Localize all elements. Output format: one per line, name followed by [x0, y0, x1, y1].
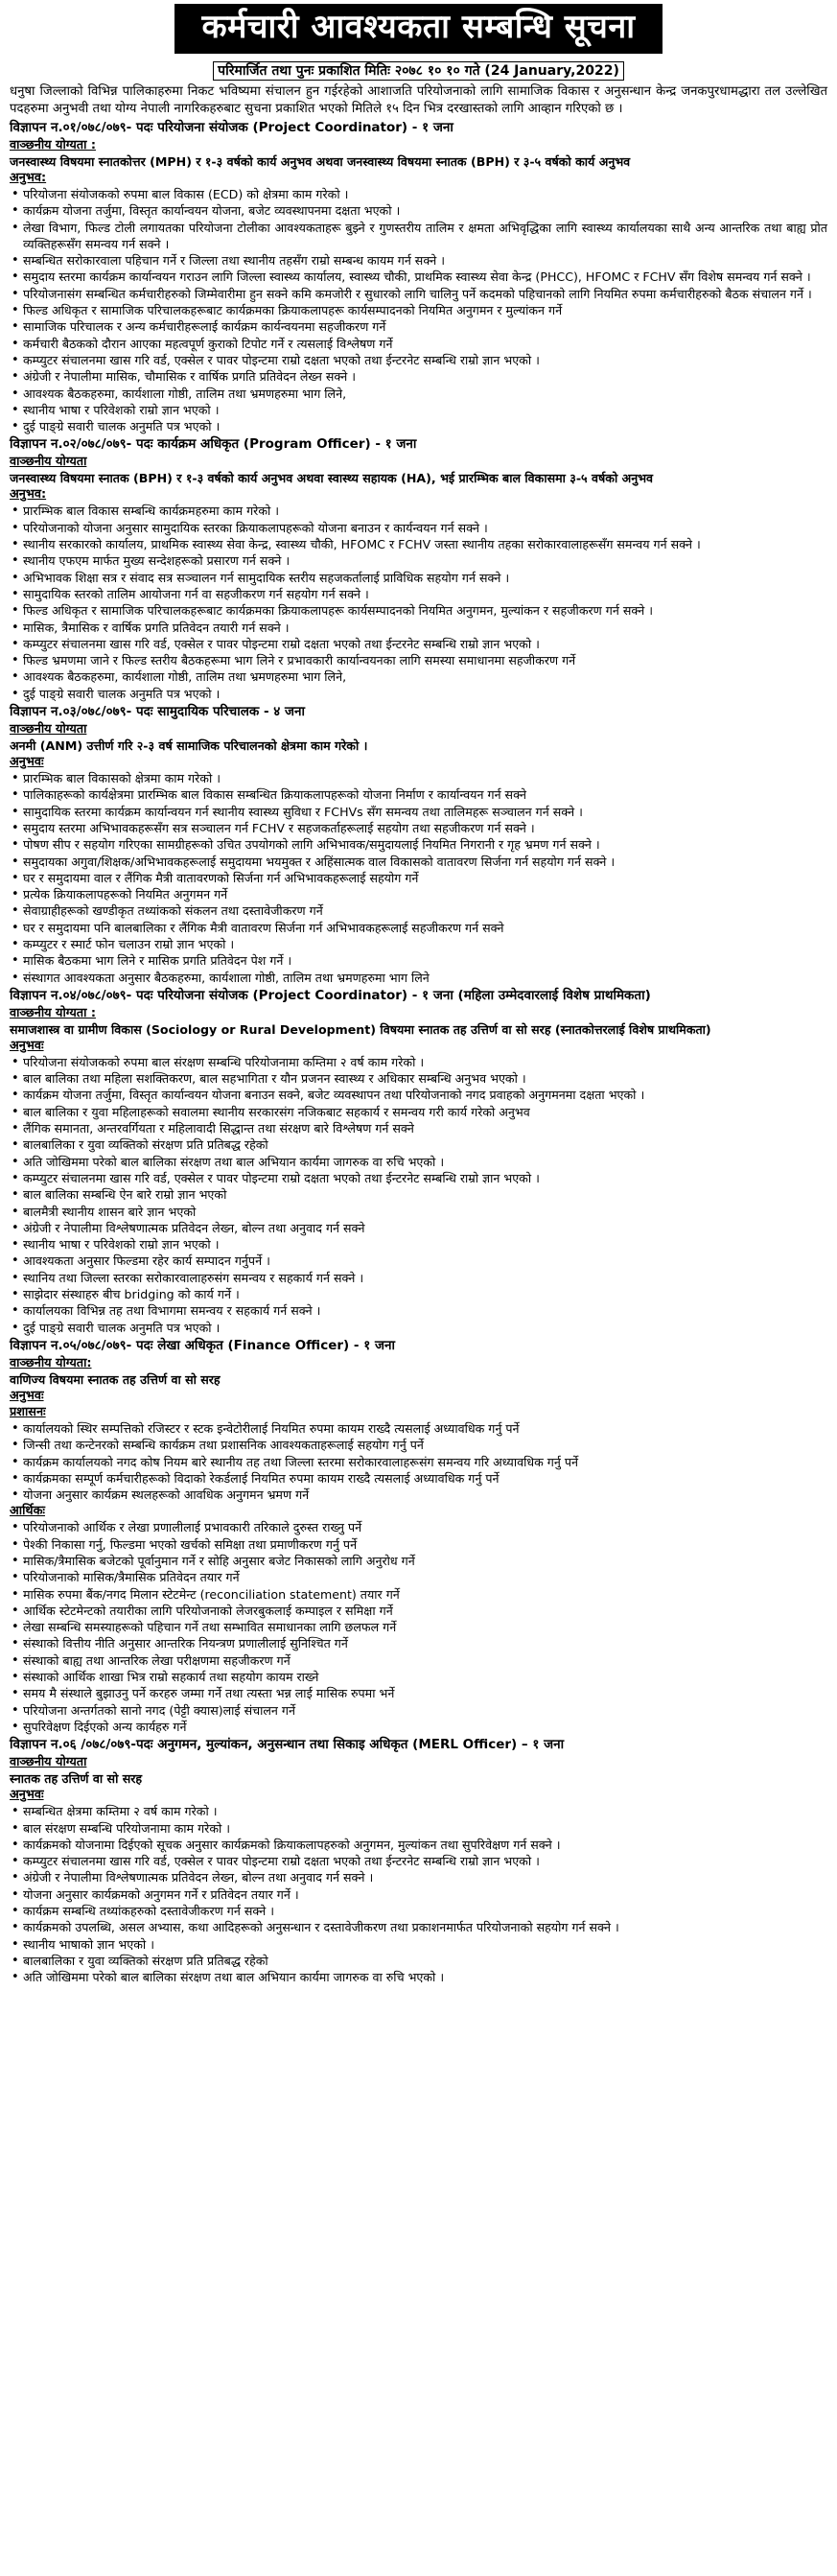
list-item: • समुदाय स्तरमा अभिभावकहरूसँग सत्र सञ्चालन गर्न FCHV र सहजकर्ताहरूलाई सहयोग तथा सहजीकरण गर्न सक्ने ।	[23, 820, 827, 836]
list-item: • समुदायका अगुवा/शिक्षक/अभिभावकहरूलाई समुदायमा भयमुक्त र अहिंसात्मक वाल विकासको वातावरण सिर्जना गर्न सहयोग गर्न सक्ने ।	[23, 854, 827, 870]
list-item: • स्थानीय भाषा र परिवेशको राम्रो ज्ञान भएको ।	[23, 402, 827, 418]
list-item: • लेखा विभाग, फिल्ड टोली लगायतका परियोजना टोलीका आवश्यकताहरू बुझ्ने र गुणस्तरीय तालिम र क्षमता अभिवृद्धिका लागि स्वास्थ्य कार्यालयका साथै अन्य आन्तरिक तथा बाह्य प्रोत व्यक्तिहरूसँग समन्वय गर्न सक्ने ।	[23, 220, 827, 253]
list-item: • कार्यक्रम कार्यालयको नगद कोष नियम बारे स्थानीय तह तथा जिल्ला स्तरमा सरोकारवालाहरूसंग समन्वय गरि अध्यावधिक गर्नु पर्ने	[23, 1454, 827, 1470]
advertisement-heading: विज्ञापन न.०४/०७८/०७९- पदः परियोजना संयोजक (Project Coordinator) - १ जना (महिला उम्मेदवारलाई विशेष प्राथमिकता)	[10, 987, 651, 1003]
list-item: • कम्प्युटर संचालनमा खास गरि वर्ड, एक्सेल र पावर पोइन्टमा राम्रो दक्षता भएको तथा ईन्टरनेट सम्बन्धि राम्रो ज्ञान भएको ।	[23, 352, 827, 368]
advertisement-block	[10, 435, 827, 702]
advertisement-block	[10, 1337, 827, 1735]
list-item: • कम्प्युटर संचालनमा खास गरि वर्ड, एक्सेल र पावर पोइन्टमा राम्रो दक्षता भएको तथा ईन्टरनेट सम्बन्धि राम्रो ज्ञान भएको ।	[23, 1853, 827, 1869]
qualification-label: वाञ्छनीय योग्यता	[10, 455, 87, 470]
section-label: अनुभव:	[10, 171, 47, 185]
bullet-list	[10, 770, 827, 986]
list-item: • पोषण सीप र सहयोग गरिएका सामग्रीहरूको उचित उपयोगको लागि अभिभावक/समुदायलाई नियमित निगरानी र गृह भ्रमण गर्न सक्ने ।	[23, 836, 827, 853]
list-item: • लेखा सम्बन्धि समस्याहरूको पहिचान गर्ने तथा सम्भावित समाधानका लागि छलफल गर्ने	[23, 1619, 827, 1635]
list-item: • मासिक बैठकमा भाग लिने र मासिक प्रगति प्रतिवेदन पेश गर्ने ।	[23, 952, 827, 969]
list-item: • कार्यक्रम सम्बन्धि तथ्यांकहरुको दस्तावेजीकरण गर्न सक्ने ।	[23, 1903, 827, 1919]
advertisement-heading: विज्ञापन न.०५/०७८/०७९- पदः लेखा अधिकृत (Finance Officer) - १ जना	[10, 1337, 395, 1353]
list-item: • मासिक, त्रैमासिक र वार्षिक प्रगति प्रतिवेदन तयारी गर्न सक्ने ।	[23, 620, 827, 636]
list-item: • अभिभावक शिक्षा सत्र र संवाद सत्र सञ्चालन गर्न सामुदायिक स्तरीय सहजकर्तालाई प्राविधिक सहयोग गर्न सक्ने ।	[23, 570, 827, 586]
section-label: अनुभवः	[10, 755, 44, 770]
list-item: • परियोजनाको योजना अनुसार सामुदायिक स्तरका क्रियाकलापहरूको योजना बनाउन र कार्यन्वयन गर्न सक्ने ।	[23, 520, 827, 536]
page-title: कर्मचारी आवश्यकता सम्बन्धि सूचना	[174, 4, 662, 54]
list-item: • योजना अनुसार कार्यक्रम स्थलहरूको आवधिक अनुगमन भ्रमण गर्ने	[23, 1487, 827, 1503]
list-item: • कार्यालयका विभिन्न तह तथा विभागमा समन्वय र सहकार्य गर्न सक्ने ।	[23, 1302, 827, 1319]
advertisement-list	[0, 119, 837, 1986]
advertisement-block	[10, 119, 827, 434]
list-item: • पालिकाहरूको कार्यक्षेत्रमा प्रारम्भिक बाल विकास सम्बन्धित क्रियाकलापहरूको योजना निर्माण र कार्यान्वयन गर्न सक्ने	[23, 786, 827, 803]
advertisement-block	[10, 703, 827, 986]
section-label: अनुभवः	[10, 1788, 44, 1803]
qualification-label: वाञ्छनीय योग्यता :	[10, 1005, 96, 1020]
bullet-list	[10, 1519, 827, 1735]
list-item: • सम्बन्धित सरोकारवाला पहिचान गर्ने र जिल्ला तथा स्थानीय तहसँग राम्रो सम्बन्ध कायम गर्न सक्ने ।	[23, 252, 827, 269]
list-item: • दुई पाङ्ग्रे सवारी चालक अनुमति पत्र भएको ।	[23, 418, 827, 434]
list-item: • स्थानीय भाषा र परिवेशको राम्रो ज्ञान भएको ।	[23, 1236, 827, 1253]
qualification-text: अनमी (ANM) उत्तीर्ण गरि २-३ वर्ष सामाजिक परिचालनको क्षेत्रमा काम गरेको ।	[10, 738, 368, 754]
list-item: • मासिक/त्रैमासिक बजेटको पूर्वानुमान गर्ने र सोहि अनुसार बजेट निकासको लागि अनुरोध गर्ने	[23, 1553, 827, 1569]
list-item: • अंग्रेजी र नेपालीमा मासिक, चौमासिक र वार्षिक प्रगति प्रतिवेदन लेख्न सक्ने ।	[23, 368, 827, 385]
advertisement-block	[10, 987, 827, 1336]
advertisement-heading: विज्ञापन न.०२/०७८/०७९- पदः कार्यक्रम अधिकृत (Program Officer) - १ जना	[10, 436, 417, 453]
list-item: • आवश्यक बैठकहरुमा, कार्यशाला गोष्ठी, तालिम तथा भ्रमणहरुमा भाग लिने,	[23, 386, 827, 402]
section-label: प्रशासनः	[10, 1404, 46, 1419]
list-item: • अति जोखिममा परेको बाल बालिका संरक्षण तथा बाल अभियान कार्यमा जागरुक वा रुचि भएको ।	[23, 1969, 827, 1985]
list-item: • कार्यक्रमको योजनामा दिईएको सूचक अनुसार कार्यक्रमको क्रियाकलापहरुको अनुगमन, मुल्यांकन तथा सुपरिवेक्षण गर्न सक्ने ।	[23, 1837, 827, 1853]
list-item: • बाल बालिका र युवा महिलाहरूको सवालमा स्थानीय सरकारसंग नजिकबाट सहकार्य र समन्वय गरी कार्य गरेको अनुभव	[23, 1104, 827, 1120]
list-item: • सुपरिवेक्षण दिईएको अन्य कार्यहरु गर्ने	[23, 1719, 827, 1735]
list-item: • कार्यक्रमका सम्पूर्ण कर्मचारीहरूको विदाको रेकर्डलाई नियमित रुपमा कायम राख्दै त्यसलाई अध्यावधिक गर्नु पर्ने	[23, 1470, 827, 1487]
list-item: • जिन्सी तथा कन्टेनरको सम्बन्धि कार्यक्रम तथा प्रशासनिक आवश्यकताहरूलाई सहयोग गर्नु पर्ने	[23, 1437, 827, 1453]
list-item: • आवश्यक बैठकहरुमा, कार्यशाला गोष्ठी, तालिम तथा भ्रमणहरुमा भाग लिने,	[23, 668, 827, 685]
list-item: • अंग्रेजी र नेपालीमा विश्लेषणात्मक प्रतिवेदन लेख्न, बोल्न तथा अनुवाद गर्न सक्ने ।	[23, 1869, 827, 1885]
list-item: • परियोजना संयोजकको रुपमा बाल संरक्षण सम्बन्धि परियोजनामा कम्तिमा २ वर्ष काम गरेको ।	[23, 1054, 827, 1070]
list-item: • बाल बालिका तथा महिला सशक्तिकरण, बाल सहभागिता र यौन प्रजनन स्वास्थ्य र अधिकार सम्बन्धि अनुभव भएको ।	[23, 1070, 827, 1087]
list-item: • सेवाग्राहीहरूको खण्डीकृत तथ्यांकको संकलन तथा दस्तावेजीकरण गर्ने	[23, 902, 827, 919]
qualification-label: वाञ्छनीय योग्यता :	[10, 138, 96, 152]
qualification-label: वाञ्छनीय योग्यता	[10, 1755, 87, 1770]
list-item: • पेश्की निकासा गर्नु, फिल्डमा भएको खर्चको समिक्षा तथा प्रमाणीकरण गर्नु पर्ने	[23, 1536, 827, 1553]
list-item: • संस्थाको आर्थिक शाखा भित्र राम्रो सहकार्य तथा सहयोग कायम राख्ने	[23, 1669, 827, 1685]
list-item: • प्रत्येक क्रियाकलापहरूको नियमित अनुगमन गर्ने	[23, 886, 827, 902]
bullet-list	[10, 503, 827, 702]
list-item: • परियोजनाको आर्थिक र लेखा प्रणालीलाई प्रभावकारी तरिकाले दुरुस्त राख्नु पर्ने	[23, 1519, 827, 1535]
revised-date-line	[0, 61, 837, 81]
list-item: • स्थानिय तथा जिल्ला स्तरका सरोकारवालाहरुसंग समन्वय र सहकार्य गर्न सक्ने ।	[23, 1270, 827, 1286]
list-item: • परियोजनासंग सम्बन्धित कर्मचारीहरुको जिम्मेवारीमा हुन सक्ने कमि कमजोरी र सुधारको लागि चालिनु पर्ने कदमको पहिचानको लागि नियमित रुपमा कर्मचारीहरुको बैठक संचालन गर्ने ।	[23, 286, 827, 302]
list-item: • संस्थाको वित्तीय नीति अनुसार आन्तरिक नियन्त्रण प्रणालीलाई सुनिश्चित गर्ने	[23, 1635, 827, 1651]
list-item: • साझेदार संस्थाहरु बीच bridging को कार्य गर्ने ।	[23, 1286, 827, 1302]
list-item: • कम्प्युटर र स्मार्ट फोन चलाउन राम्रो ज्ञान भएको ।	[23, 936, 827, 952]
section-label: अनुभवः	[10, 1388, 44, 1403]
bullet-list	[10, 1054, 827, 1336]
list-item: • आवश्यकता अनुसार फिल्डमा रहेर कार्य सम्पादन गर्नुपर्ने ।	[23, 1253, 827, 1269]
revised-date: परिमार्जित तथा पुनः प्रकाशित मितिः २०७८ १० १० गते (24 January,2022)	[213, 61, 624, 81]
list-item: • समय मै संस्थाले बुझाउनु पर्ने करहरु जम्मा गर्ने तथा त्यस्ता भन्न लाई मासिक रुपमा भर्ने	[23, 1685, 827, 1701]
list-item: • सामाजिक परिचालक र अन्य कर्मचारीहरूलाई कार्यक्रम कार्यन्वयनमा सहजीकरण गर्ने	[23, 318, 827, 335]
list-item: • प्रारम्भिक बाल विकास सम्बन्धि कार्यक्रमहरुमा काम गरेको ।	[23, 503, 827, 519]
bullet-list	[10, 1420, 827, 1503]
list-item: • अति जोखिममा परेको बाल बालिका संरक्षण तथा बाल अभियान कार्यमा जागरुक वा रुचि भएको ।	[23, 1154, 827, 1170]
list-item: • कम्प्युटर संचालनमा खास गरि वर्ड, एक्सेल र पावर पोइन्टमा राम्रो दक्षता भएको तथा ईन्टरनेट सम्बन्धि राम्रो ज्ञान भएको ।	[23, 1170, 827, 1186]
advertisement-block	[10, 1736, 827, 1985]
qualification-text: समाजशास्त्र वा ग्रामीण विकास (Sociology or Rural Development) विषयमा स्नातक तह उत्तिर्ण वा सो सरह (स्नातकोत्तरलाई विशेष प्राथमिकता)	[10, 1021, 711, 1037]
list-item: • कार्यक्रमको उपलब्धि, असल अभ्यास, कथा आदिहरूको अनुसन्धान र दस्तावेजीकरण तथा प्रकाशनमार्फत परियोजनाको सहयोग गर्न सक्ने ।	[23, 1919, 827, 1935]
list-item: • लैंगिक समानता, अन्तरवर्गियता र महिलावादी सिद्धान्त तथा संरक्षण बारे विश्लेषण गर्न सक्ने	[23, 1120, 827, 1136]
list-item: • योजना अनुसार कार्यक्रमको अनुगमन गर्ने र प्रतिवेदन तयार गर्ने ।	[23, 1886, 827, 1903]
list-item: • कार्यक्रम योजना तर्जुमा, विस्तृत कार्यान्वयन योजना बनाउन सक्ने, बजेट व्यवस्थापन तथा परियोजनाको नगद प्रवाहको अनुगमनमा दक्षता भएको ।	[23, 1087, 827, 1103]
qualification-text: स्नातक तह उत्तिर्ण वा सो सरह	[10, 1771, 143, 1787]
list-item: • प्रारम्भिक बाल विकासको क्षेत्रमा काम गरेको ।	[23, 770, 827, 786]
list-item: • घर र समुदायमा वाल र लैंगिक मैत्री वातावरणको सिर्जना गर्न अभिभावकहरूलाई सहयोग गर्ने	[23, 870, 827, 886]
qualification-label: वाञ्छनीय योग्यता:	[10, 1355, 92, 1370]
qualification-text: जनस्वास्थ्य विषयमा स्नातक (BPH) र १-३ वर्षको कार्य अनुभव अथवा स्वास्थ्य सहायक (HA), भई प्रारम्भिक बाल विकासमा ३-५ वर्षको अनुभव	[10, 471, 654, 486]
list-item: • सम्बन्धित क्षेत्रमा कम्तिमा २ वर्ष काम गरेको ।	[23, 1803, 827, 1819]
qualification-label: वाञ्छनीय योग्यता	[10, 722, 87, 738]
list-item: • स्थानीय सरकारको कार्यालय, प्राथमिक स्वास्थ्य सेवा केन्द्र, स्वास्थ्य चौकी, HFOMC र FCHV जस्ता स्थानीय तहका सरोकारवालाहरूसँग समन्वय गर्न सक्ने ।	[23, 536, 827, 552]
advertisement-heading: विज्ञापन न.०६ /०७८/०७९-पदः अनुगमन, मुल्यांकन, अनुसन्धान तथा सिकाइ अधिकृत (MERL Officer) – १ जना	[10, 1737, 565, 1753]
list-item: • दुई पाङ्ग्रे सवारी चालक अनुमति पत्र भएको ।	[23, 1320, 827, 1336]
list-item: • बालमैत्री स्थानीय शासन बारे ज्ञान भएको	[23, 1204, 827, 1220]
list-item: • फिल्ड अधिकृत र सामाजिक परिचालकहरूबाट कार्यक्रमका क्रियाकलापहरू कार्यसम्पादनको नियमित अनुगमन र मुल्यांकन गर्ने	[23, 302, 827, 318]
list-item: • बालबालिका र युवा व्यक्तिको संरक्षण प्रति प्रतिबद्ध रहेको	[23, 1136, 827, 1153]
list-item: • बालबालिका र युवा व्यक्तिको संरक्षण प्रति प्रतिबद्ध रहेको	[23, 1953, 827, 1969]
list-item: • आर्थिक स्टेटमेन्टको तयारीका लागि परियोजनाको लेजरबुकलाई कम्पाइल र समिक्षा गर्ने	[23, 1603, 827, 1619]
list-item: • कम्प्युटर संचालनमा खास गरि वर्ड, एक्सेल र पावर पोइन्टमा राम्रो दक्षता भएको तथा ईन्टरनेट सम्बन्धि राम्रो ज्ञान भएको ।	[23, 636, 827, 652]
list-item: • दुई पाङ्ग्रे सवारी चालक अनुमति पत्र भएको ।	[23, 686, 827, 702]
list-item: • परियोजनाको मासिक/त्रैमासिक प्रतिवेदन तयार गर्ने	[23, 1569, 827, 1585]
list-item: • घर र समुदायमा पनि बालबालिका र लैंगिक मैत्री वातावरण सिर्जना गर्न अभिभावकहरूलाई सहजीकरण गर्न सक्ने	[23, 920, 827, 936]
qualification-text: वाणिज्य विषयमा स्नातक तह उत्तिर्ण वा सो सरह	[10, 1371, 221, 1387]
list-item: • फिल्ड भ्रमणमा जाने र फिल्ड स्तरीय बैठकहरूमा भाग लिने र प्रभावकारी कार्यान्वयनका लागि समस्या समाधानमा सहजीकरण गर्ने	[23, 652, 827, 668]
bullet-list	[10, 186, 827, 434]
section-label: अनुभव:	[10, 487, 47, 503]
list-item: • बाल संरक्षण सम्बन्धि परियोजनामा काम गरेको ।	[23, 1820, 827, 1837]
advertisement-heading: विज्ञापन न.०३/०७८/०७९- पदः सामुदायिक परिचालक - ४ जना	[10, 704, 305, 720]
list-item: • मासिक रुपमा बैंक/नगद मिलान स्टेटमेन्ट (reconciliation statement) तयार गर्ने	[23, 1586, 827, 1603]
intro-paragraph: धनुषा जिल्लाको विभिन्न पालिकाहरुमा निकट भविष्यमा संचालन हुन गईरहेको आशाजति परियोजनाको लागि सामाजिक विकास र अनुसन्धान केन्द्र जनकपुरधामद्धारा तल उल्लेखित पदहरुमा अनुभवी तथा योग्य नेपाली नागरिकहरुबाट सुचना प्रकाशित भएको मितिले १५ दिन भित्र दरखास्तको लागि आव्हान गरिएको छ ।	[10, 84, 827, 116]
list-item: • स्थानीय एफएम मार्फत मुख्य सन्देशहरूको प्रसारण गर्न सक्ने ।	[23, 552, 827, 569]
list-item: • कर्मचारी बैठकको दौरान आएका महत्वपूर्ण कुराको टिपोट गर्ने र त्यसलाई विश्लेषण गर्ने	[23, 336, 827, 352]
list-item: • फिल्ड अधिकृत र सामाजिक परिचालकहरूबाट कार्यक्रमका क्रियाकलापहरू कार्यसम्पादनको नियमित अनुगमन, मुल्यांकन र सहजीकरण गर्न सक्ने ।	[23, 602, 827, 619]
list-item: • सामुदायिक स्तरको तालिम आयोजना गर्न वा सहजीकरण गर्न सहयोग गर्न सक्ने ।	[23, 586, 827, 602]
list-item: • कार्यक्रम योजना तर्जुमा, विस्तृत कार्यान्वयन योजना, बजेट व्यवस्थापनमा दक्षता भएको ।	[23, 202, 827, 219]
list-item: • अंग्रेजी र नेपालीमा विश्लेषणात्मक प्रतिवेदन लेख्न, बोल्न तथा अनुवाद गर्न सक्ने	[23, 1220, 827, 1236]
list-item: • परियोजना अन्तर्गतको सानो नगद (पेट्टी क्यास)लाई संचालन गर्ने	[23, 1702, 827, 1719]
list-item: • समुदाय स्तरमा कार्यक्रम कार्यान्वयन गराउन लागि जिल्ला स्वास्थ्य कार्यालय, स्वास्थ्य चौकी, प्राथमिक स्वास्थ्य सेवा केन्द्र (PHCC), HFOMC र FCHV सँग विशेष समन्वय गर्न सक्ने ।	[23, 269, 827, 285]
list-item: • स्थानीय भाषाको ज्ञान भएको ।	[23, 1936, 827, 1953]
list-item: • संस्थाको बाह्य तथा आन्तरिक लेखा परीक्षणमा सहजीकरण गर्ने	[23, 1652, 827, 1669]
qualification-text: जनस्वास्थ्य विषयमा स्नातकोत्तर (MPH) र १-३ वर्षको कार्य अनुभव अथवा जनस्वास्थ्य विषयमा स्नातक (BPH) र ३-५ वर्षको कार्य अनुभव	[10, 154, 631, 169]
advertisement-heading: विज्ञापन न.०१/०७८/०७९- पदः परियोजना संयोजक (Project Coordinator) - १ जना	[10, 120, 453, 135]
section-label: अनुभवः	[10, 1038, 44, 1053]
section-label: आर्थिकः	[10, 1504, 45, 1519]
list-item: • संस्थागत आवश्यकता अनुसार बैठकहरुमा, कार्यशाला गोष्ठी, तालिम तथा भ्रमणहरुमा भाग लिने	[23, 970, 827, 986]
list-item: • बाल बालिका सम्बन्धि ऐन बारे राम्रो ज्ञान भएको	[23, 1186, 827, 1203]
bullet-list	[10, 1803, 827, 1985]
list-item: • कार्यालयको स्थिर सम्पत्तिको रजिस्टर र स्टक इन्वेटोरीलाई नियमित रुपमा कायम राख्दै त्यसलाई अध्यावधिक गर्नु पर्ने	[23, 1420, 827, 1437]
list-item: • सामुदायिक स्तरमा कार्यक्रम कार्यान्वयन गर्न स्थानीय स्वास्थ्य सुविधा र FCHVs सँग समन्वय तथा तालिमहरू सञ्चालन गर्न सक्ने ।	[23, 804, 827, 820]
list-item: • परियोजना संयोजकको रुपमा बाल विकास (ECD) को क्षेत्रमा काम गरेको ।	[23, 186, 827, 202]
